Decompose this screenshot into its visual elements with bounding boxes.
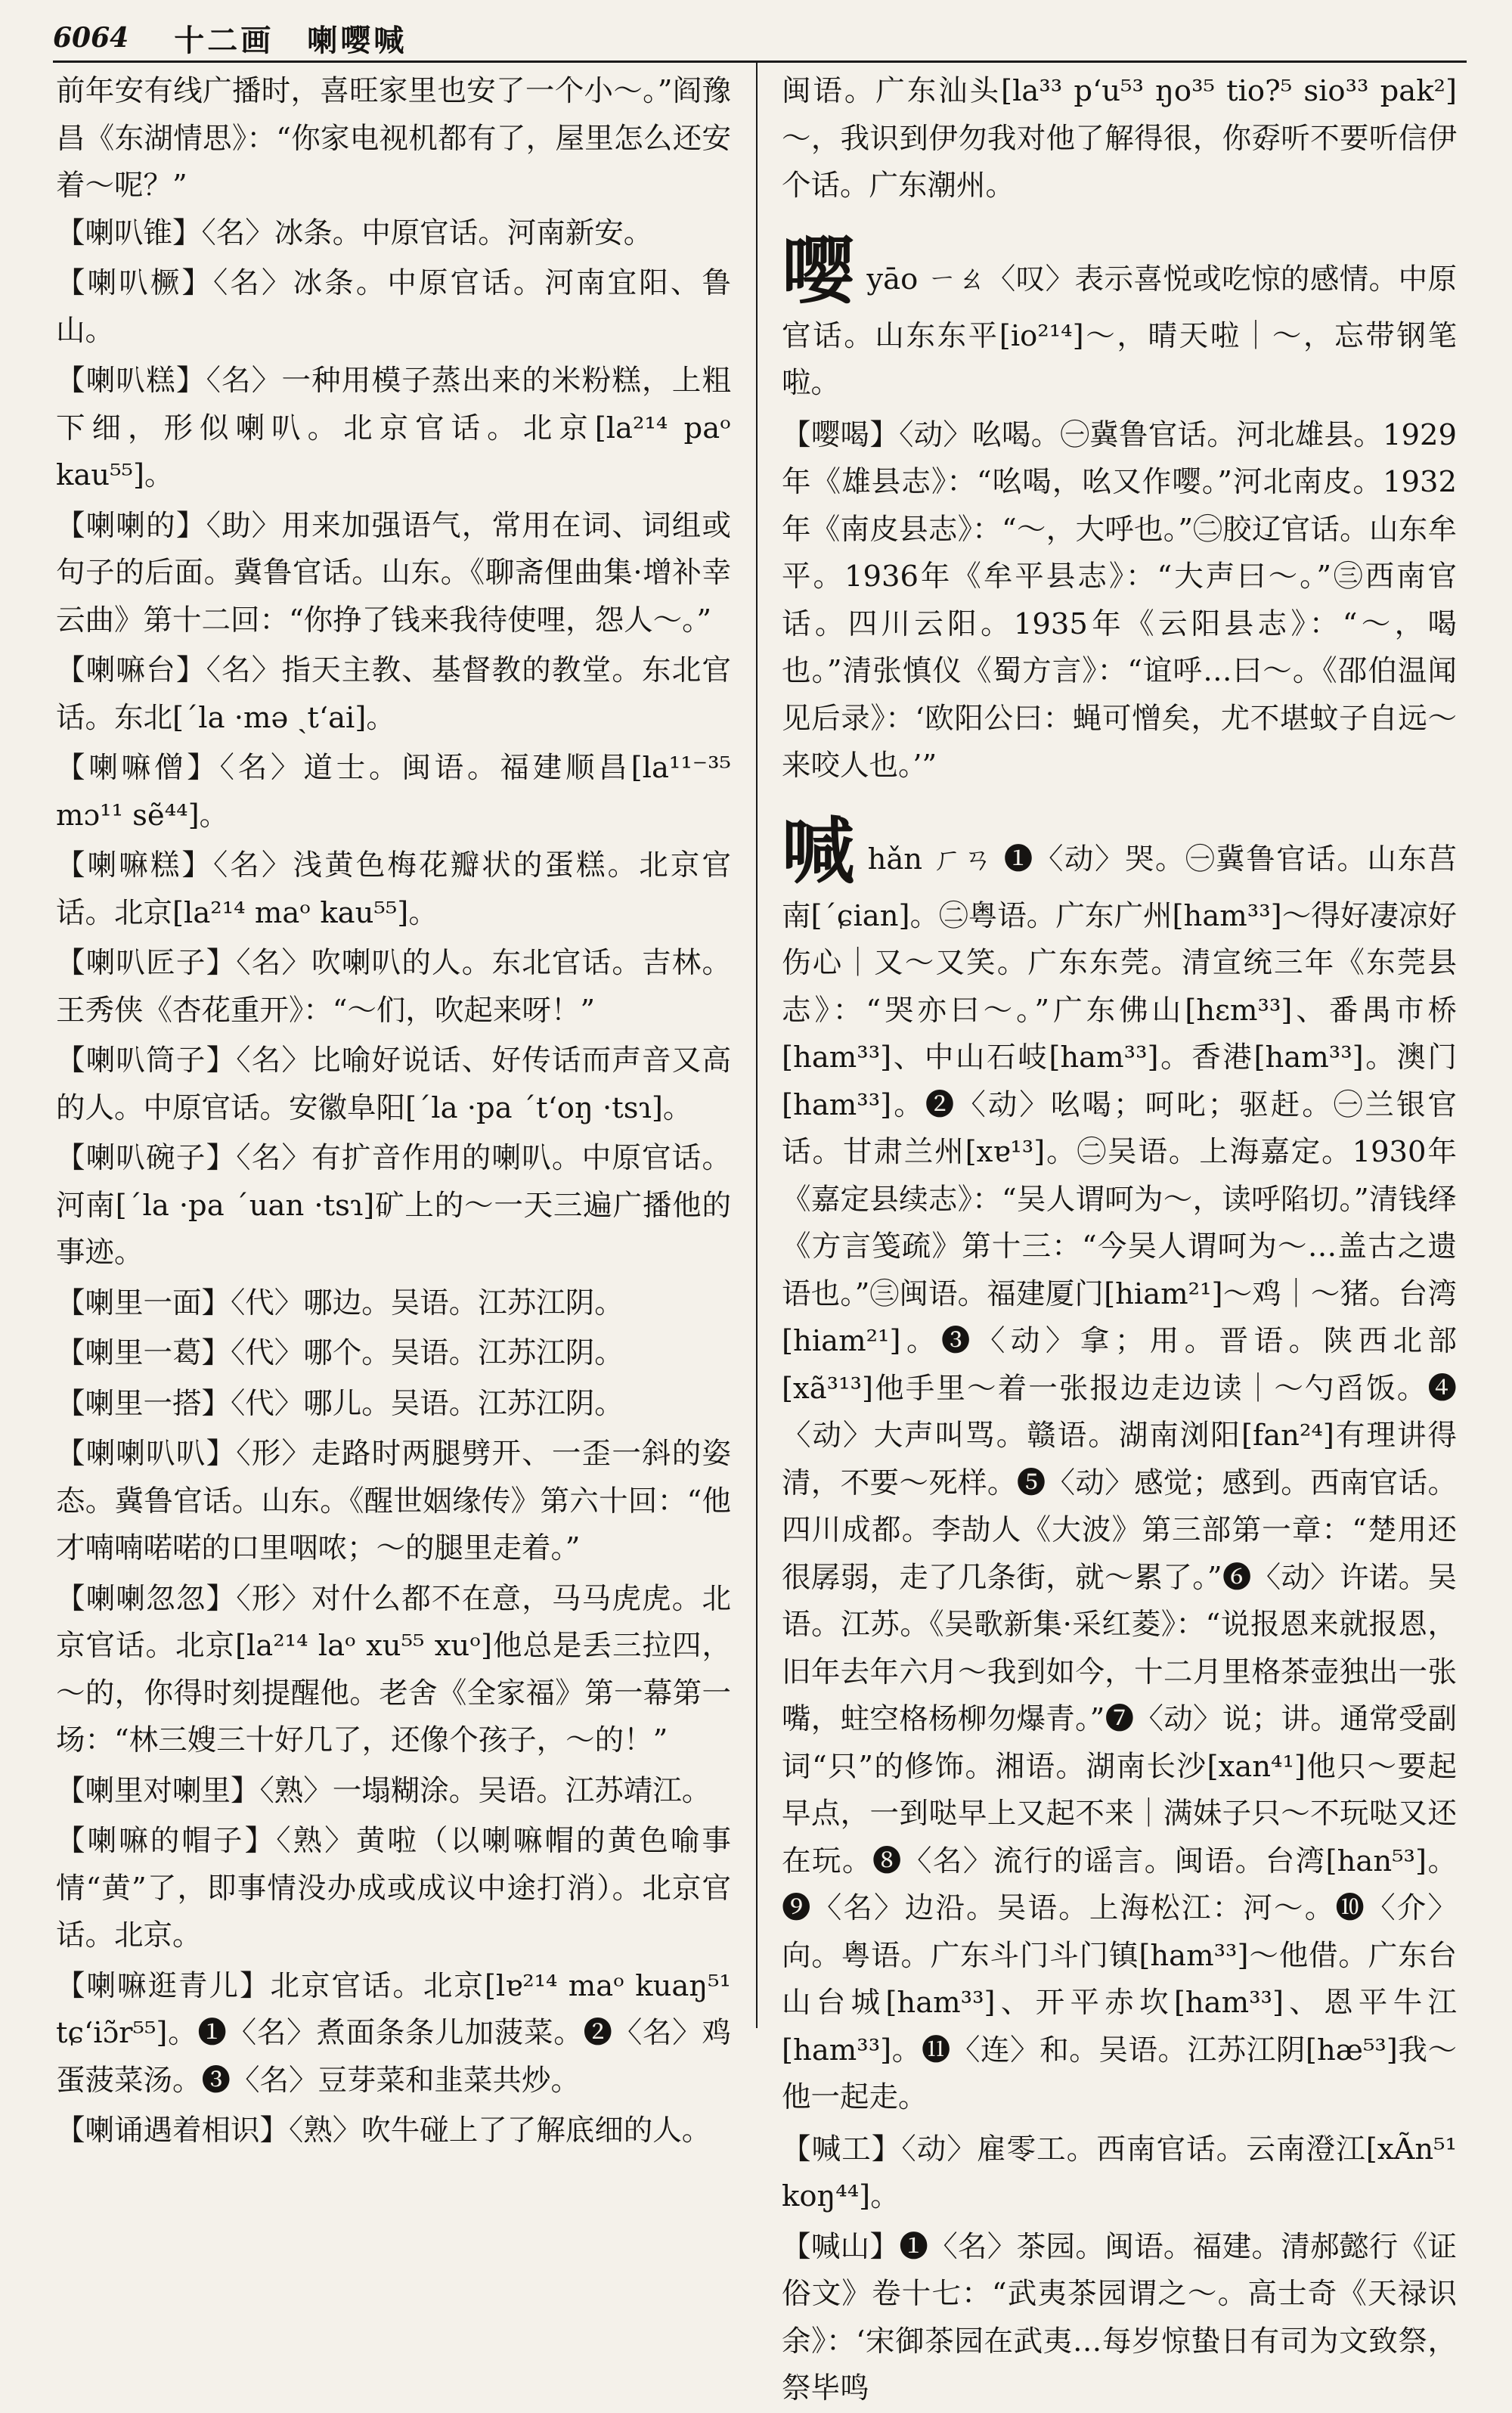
dictionary-entry: 【喇嘛糕】〈名〉浅黄色梅花瓣状的蛋糕。北京官话。北京[la²¹⁴ maᵒ kau⁵⁵]。 <box>56 848 731 930</box>
dictionary-entry: 【喇叭筒子】〈名〉比喻好说话、好传话而声音又高的人。中原官话。安徽阜阳[ˊla ·pa ˊtʻoŋ ·tsɿ]。 <box>56 1044 731 1125</box>
header-title: 十二画 喇嘤喊 <box>174 22 407 58</box>
dictionary-entry: 【嘤喝】〈动〉吆喝。㊀冀鲁官话。河北雄县。1929年《雄县志》：“吆喝，吆又作嘤。”河北南皮。1932年《南皮县志》：“～，大呼也。”㊁胶辽官话。山东牟平。1936年《牟平县志》：“大声曰～。”㊂西南官话。四川云阳。1935年《云阳县志》：“～，喝也。”清张慎仪《蜀方言》：“谊呼…曰～。《邵伯温闻见后录》：‘欧阳公曰：蝇可憎矣，尤不堪蚊子自远～来咬人也。’” <box>782 417 1457 783</box>
dictionary-entry: 【喇叭碗子】〈名〉有扩音作用的喇叭。中原官话。河南[ˊla ·pa ˊuan ·tsɿ]矿上的～一天三遍广播他的事迹。 <box>56 1141 731 1270</box>
dictionary-entry: 【喇嘛僧】〈名〉道士。闽语。福建顺昌[la¹¹⁻³⁵ mɔ¹¹ sẽ⁴⁴]。 <box>56 751 731 833</box>
dictionary-entry: 【喇里一面】〈代〉哪边。吴语。江苏江阴。 <box>56 1286 624 1320</box>
dictionary-entry: 【喇里对喇里】〈熟〉一塌糊涂。吴语。江苏靖江。 <box>56 1773 711 1808</box>
right-column <box>782 68 1458 2405</box>
dictionary-entry: 【喊山】❶〈名〉茶园。闽语。福建。清郝懿行《证俗文》卷十七：“武夷茶园谓之～。高士奇《天禄识余》：‘宋御茶园在武夷…每岁惊蛰日有司为文致祭，祭毕鸣 <box>782 2229 1457 2405</box>
dictionary-entry: 【喇叭匠子】〈名〉吹喇叭的人。东北官话。吉林。王秀侠《杏花重开》：“～们，吹起来呀！” <box>56 946 731 1028</box>
headword-yao <box>782 230 1457 408</box>
column-divider <box>756 62 758 2028</box>
dictionary-entry: 【喇嘛逛青儿】北京官话。北京[lɐ²¹⁴ maᵒ kuaŋ⁵¹ tɕʻiɔ̃r⁵⁵]。❶〈名〉煮面条条儿加菠菜。❷〈名〉鸡蛋菠菜汤。❸〈名〉豆芽菜和韭菜共炒。 <box>56 1968 731 2098</box>
page-header <box>53 15 1467 63</box>
headword-character: 喊 <box>782 808 856 894</box>
left-column <box>56 68 731 2148</box>
headword-han <box>782 810 1457 2122</box>
dictionary-entry: 【喇叭橛】〈名〉冰条。中原官话。河南宜阳、鲁山。 <box>56 266 731 348</box>
page-number: 6064 <box>53 22 129 54</box>
dictionary-entry: 【喇里一搭】〈代〉哪儿。吴语。江苏江阴。 <box>56 1386 624 1421</box>
dictionary-entry: 【喊工】〈动〉雇零工。西南官话。云南澄江[xÃn⁵¹ koŋ⁴⁴]。 <box>782 2132 1457 2213</box>
dictionary-entry: 【喇喇忽忽】〈形〉对什么都不在意，马马虎虎。北京官话。北京[la²¹⁴ laᵒ xu⁵⁵ xuᵒ]他总是丢三拉四，～的，你得时刻提醒他。老舍《全家福》第一幕第一场：“林三嫂三十好几了，还像个孩子，～的！” <box>56 1581 731 1757</box>
dictionary-entry: 【喇嘛的帽子】〈熟〉黄啦（以喇嘛帽的黄色喻事情“黄”了，即事情没办成或成议中途打消）。北京官话。北京。 <box>56 1824 731 1952</box>
dictionary-entry: 【喇里一葛】〈代〉哪个。吴语。江苏江阴。 <box>56 1336 624 1370</box>
dictionary-entry: 【喇叭锥】〈名〉冰条。中原官话。河南新安。 <box>56 216 653 250</box>
headword-character: 嘤 <box>782 228 855 314</box>
dictionary-entry: 【喇喇叭叭】〈形〉走路时两腿劈开、一歪一斜的姿态。冀鲁官话。山东。《醒世姻缘传》第六十回：“他才喃喃喏喏的口里咽哝；～的腿里走着。” <box>56 1437 731 1565</box>
dictionary-entry: 【喇喇的】〈助〉用来加强语气，常用在词、词组或句子的后面。冀鲁官话。山东。《聊斋俚曲集·增补幸云曲》第十二回：“你挣了钱来我待使哩，怨人～。” <box>56 508 731 637</box>
headword-definition: yāo ㄧㄠ〈叹〉表示喜悦或吃惊的感情。中原官话。山东东平[io²¹⁴]～，晴天啦｜～，忘带钢笔啦。 <box>782 262 1458 400</box>
dictionary-entry: 【喇诵遇着相识】〈熟〉吹牛碰上了了解底细的人。 <box>56 2114 711 2148</box>
dictionary-entry: 【喇叭糕】〈名〉一种用模子蒸出来的米粉糕，上粗下细，形似喇叭。北京官话。北京[la²¹⁴ paᵒ kau⁵⁵]。 <box>56 364 731 492</box>
continuation-paragraph: 前年安有线广播时，喜旺家里也安了一个小～。”阎豫昌《东湖情思》：“你家电视机都有了，屋里怎么还安着～呢？” <box>56 74 731 203</box>
headword-definition: hǎn ㄏㄢ ❶〈动〉哭。㊀冀鲁官话。山东莒南[ˊɕian]。㊁粤语。广东广州[ham³³]～得好凄凉好伤心｜又～又笑。广东东莞。清宣统三年《东莞县志》：“哭亦曰～。”广东佛山[hɛm³³]、番禺市桥[ham³³]、中山石岐[ham³³]。香港[ham³³]。澳门[ham³³]。❷〈动〉吆喝；呵叱；驱赶。㊀兰银官话。甘肃兰州[xɐ¹³]。㊁吴语。上海嘉定。1930年《嘉定县续志》：“吴人谓呵为～，读呼陷切。”清钱绎《方言笺疏》第十三：“今吴人谓呵为～…盖古之遗语也。”㊂闽语。福建厦门[hiam²¹]～鸡｜～猪。台湾[hiam²¹]。❸〈动〉拿；用。晋语。陕西北部[xã³¹³]他手里～着一张报边走边读｜～勺舀饭。❹〈动〉大声叫骂。赣语。湖南浏阳[fan²⁴]有理讲得清，不要～死样。❺〈动〉感觉；感到。西南官话。四川成都。李劼人《大波》第三部第一章：“楚用还很孱弱，走了几条街，就～累了。”❻〈动〉许诺。吴语。江苏。《吴歌新集·采红菱》：“说报恩来就报恩，旧年去年六月～我到如今，十二月里格茶壶独出一张嘴，蛀空格杨柳勿爆青。”❼〈动〉说；讲。通常受副词“只”的修饰。湘语。湖南长沙[xan⁴¹]他只～要起早点，一到哒早上又起不来｜满妹子只～不玩哒又还在玩。❽〈名〉流行的谣言。闽语。台湾[han⁵³]。❾〈名〉边沿。吴语。上海松江：河～。❿〈介〉向。粤语。广东斗门斗门镇[ham³³]～他借。广东台山台城[ham³³]、开平赤坎[ham³³]、恩平牛江[ham³³]。⓫〈连〉和。吴语。江苏江阴[hæ⁵³]我～他一起走。 <box>782 842 1458 2114</box>
dictionary-entry: 【喇嘛台】〈名〉指天主教、基督教的教堂。东北官话。东北[ˊla ·mə ˏtʻai]。 <box>56 653 731 735</box>
continuation-paragraph: 闽语。广东汕头[la³³ pʻu⁵³ ŋo³⁵ tio?⁵ sio³³ pak²]～，我识到伊勿我对他了解得很，你孬听不要听信伊个话。广东潮州。 <box>782 74 1457 203</box>
